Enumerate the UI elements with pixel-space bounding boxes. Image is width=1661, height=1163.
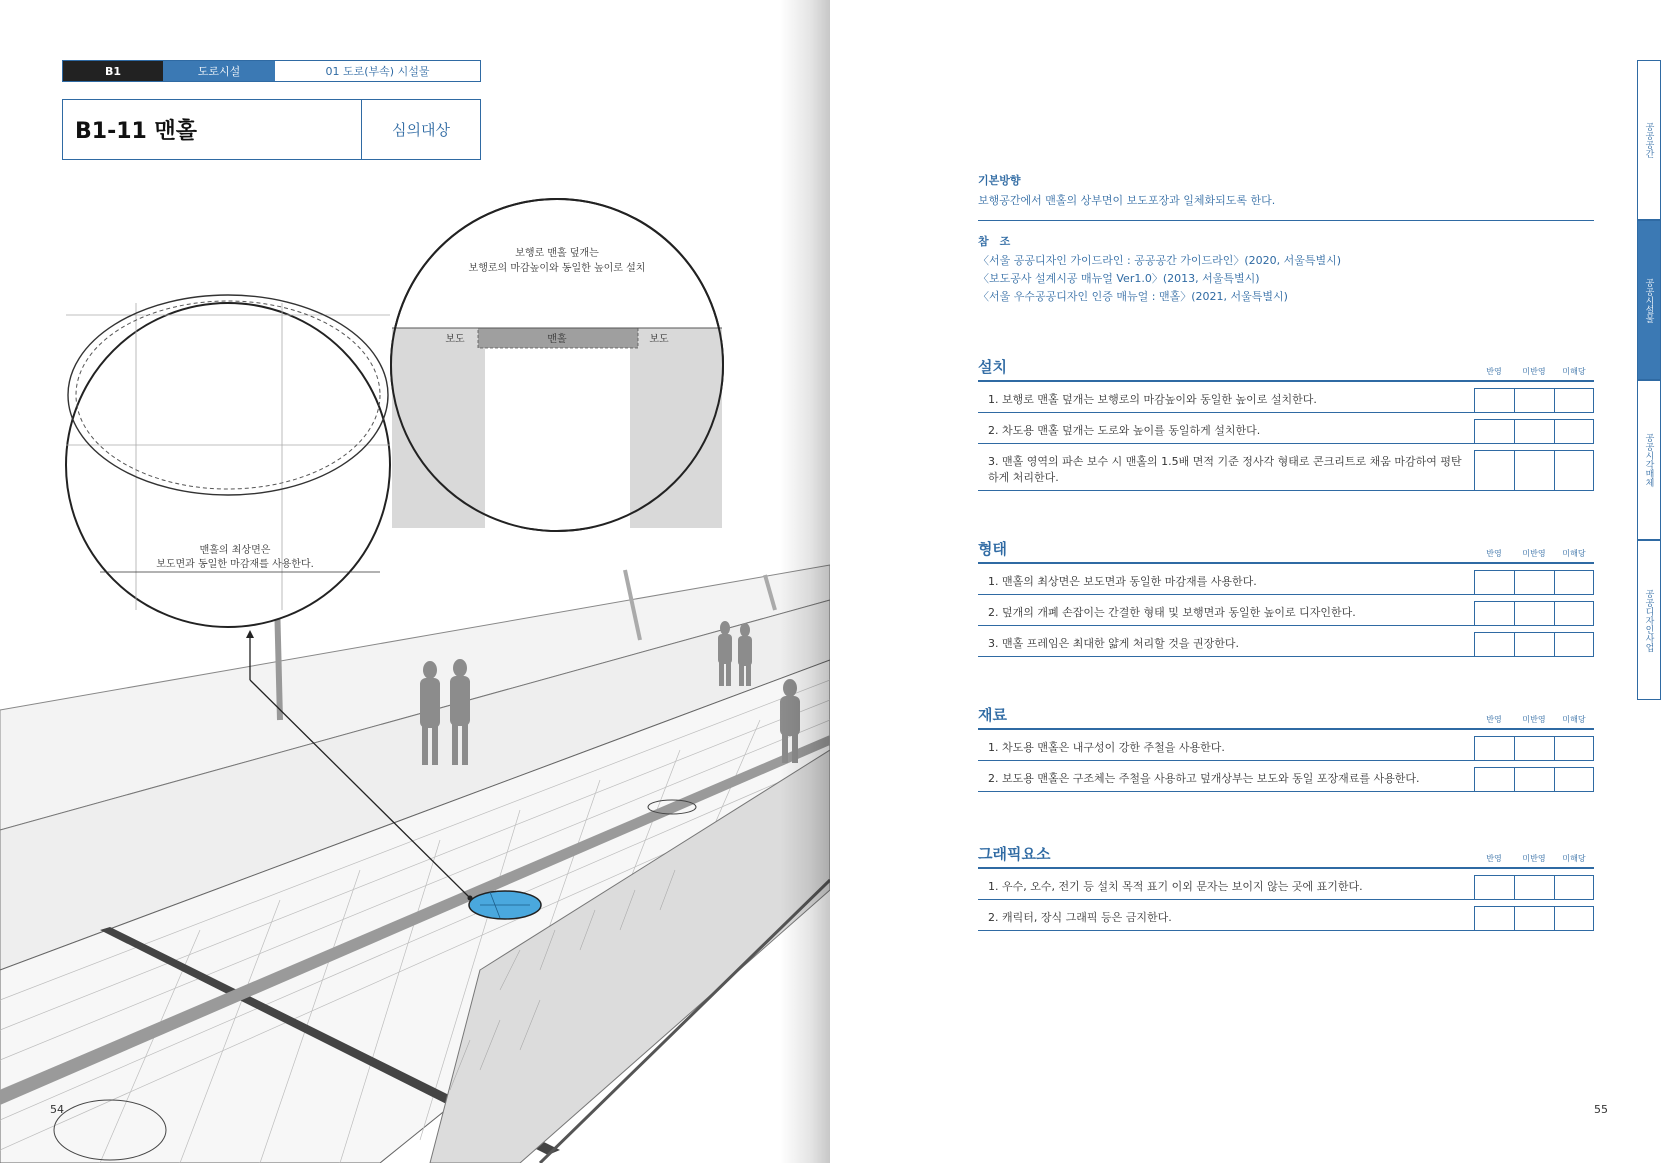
side-tab-label: 공공공간 — [1643, 122, 1654, 158]
checklist-row — [978, 419, 1594, 444]
checklist-item: 1. 보행로 맨홀 덮개는 보행로의 마감높이와 동일한 높이로 설치한다. — [988, 393, 1317, 406]
reference-item: 〈서울 우수공공디자인 인증 매뉴얼 : 맨홀〉(2021, 서울특별시) — [978, 290, 1288, 303]
checklist-item: 1. 차도용 맨홀은 내구성이 강한 주철을 사용한다. — [988, 741, 1225, 754]
manhole-illustration — [0, 190, 830, 1163]
side-tab-label: 공공시설물 — [1643, 277, 1654, 323]
checklist-item: 1. 우수, 오수, 전기 등 설치 목적 표기 이외 문자는 보이지 않는 곳에 표기한다. — [988, 880, 1363, 893]
section-label-right: 보도 — [649, 334, 669, 345]
section-title: 설치 — [978, 358, 1007, 376]
col-label-applied: 반영 — [1486, 715, 1502, 724]
checklist-item: 2. 차도용 맨홀 덮개는 도로와 높이를 동일하게 설치한다. — [988, 424, 1261, 437]
section-label-left: 보도 — [445, 334, 465, 345]
reference-item: 〈보도공사 설계시공 매뉴얼 Ver1.0〉(2013, 서울특별시) — [978, 272, 1260, 285]
right-page — [830, 0, 1661, 1163]
col-label-not-applicable: 미해당 — [1562, 367, 1586, 376]
section-material — [978, 704, 1594, 792]
col-label-not-applied: 미반영 — [1522, 549, 1546, 558]
page-title: B1-11 맨홀 — [75, 119, 197, 144]
checkbox-not-applicable[interactable] — [1554, 570, 1594, 594]
column-labels — [1474, 714, 1594, 725]
checkbox-applied[interactable] — [1474, 450, 1514, 490]
checkbox-not-applicable[interactable] — [1554, 875, 1594, 899]
checklist-item: 2. 덮개의 개폐 손잡이는 간결한 형태 및 보행면과 동일한 높이로 디자인한다. — [988, 606, 1356, 619]
checkbox-not-applied[interactable] — [1514, 906, 1554, 930]
checklist-item: 3. 맨홀 프레임은 최대한 얇게 처리할 것을 권장한다. — [988, 637, 1239, 650]
basic-direction-text: 보행공간에서 맨홀의 상부면이 보도포장과 일체화되도록 한다. — [978, 194, 1276, 207]
checklist-item: 1. 맨홀의 최상면은 보도면과 동일한 마감재를 사용한다. — [988, 575, 1257, 588]
checkbox-applied[interactable] — [1474, 875, 1514, 899]
section-form — [978, 538, 1594, 657]
checkbox-applied[interactable] — [1474, 736, 1514, 760]
checkbox-not-applied[interactable] — [1514, 388, 1554, 412]
section-title: 그래픽요소 — [978, 845, 1051, 863]
col-label-applied: 반영 — [1486, 854, 1502, 863]
checkbox-not-applied[interactable] — [1514, 875, 1554, 899]
tag-category: 도로시설 — [163, 61, 275, 81]
reference-label: 참 조 — [978, 235, 1011, 248]
checkbox-applied[interactable] — [1474, 906, 1514, 930]
checklist-row — [978, 906, 1594, 931]
section-tag-bar — [62, 60, 481, 82]
column-labels — [1474, 548, 1594, 559]
checklist-item: 2. 보도용 맨홀은 구조체는 주철을 사용하고 덮개상부는 보도와 동일 포장재료를 사용한다. — [988, 772, 1420, 785]
col-label-not-applied: 미반영 — [1522, 367, 1546, 376]
page-number-right: 55 — [1594, 1103, 1608, 1116]
checkbox-not-applicable[interactable] — [1554, 632, 1594, 656]
col-label-not-applicable: 미해당 — [1562, 715, 1586, 724]
title-box — [62, 99, 481, 160]
callout-top-line1: 보행로 맨홀 덮개는 — [515, 248, 599, 259]
checklist-row — [978, 601, 1594, 626]
column-labels — [1474, 853, 1594, 864]
checkbox-applied[interactable] — [1474, 419, 1514, 443]
checklist-row — [978, 736, 1594, 761]
page-number-left: 54 — [50, 1103, 64, 1116]
tag-code: B1 — [63, 61, 163, 81]
basic-direction-label: 기본방향 — [978, 174, 1021, 187]
checkbox-not-applied[interactable] — [1514, 767, 1554, 791]
checklist-item: 2. 캐릭터, 장식 그래픽 등은 금지한다. — [988, 911, 1172, 924]
checkbox-not-applicable[interactable] — [1554, 601, 1594, 625]
checklist-row — [978, 875, 1594, 900]
checkbox-applied[interactable] — [1474, 601, 1514, 625]
review-label: 심의대상 — [361, 100, 480, 159]
checkbox-not-applied[interactable] — [1514, 570, 1554, 594]
checkbox-not-applicable[interactable] — [1554, 736, 1594, 760]
checkbox-not-applicable[interactable] — [1554, 388, 1594, 412]
section-title: 형태 — [978, 540, 1007, 558]
reference-item: 〈서울 공공디자인 가이드라인 : 공공공간 가이드라인〉(2020, 서울특별시) — [978, 254, 1342, 267]
col-label-not-applicable: 미해당 — [1562, 854, 1586, 863]
callout-bottom-line2: 보도면과 동일한 마감재를 사용한다. — [156, 559, 314, 570]
col-label-applied: 반영 — [1486, 549, 1502, 558]
checkbox-not-applied[interactable] — [1514, 450, 1554, 490]
checkbox-applied[interactable] — [1474, 570, 1514, 594]
checkbox-applied[interactable] — [1474, 767, 1514, 791]
checklist-row — [978, 767, 1594, 792]
checkbox-not-applied[interactable] — [1514, 736, 1554, 760]
divider — [978, 220, 1594, 221]
checkbox-applied[interactable] — [1474, 632, 1514, 656]
checkbox-not-applied[interactable] — [1514, 632, 1554, 656]
checklist-row — [978, 450, 1594, 491]
intro-block — [978, 172, 1594, 306]
checklist-row — [978, 632, 1594, 657]
column-labels — [1474, 366, 1594, 377]
checklist-item: 3. 맨홀 영역의 파손 보수 시 맨홀의 1.5배 면적 기준 정사각 형태로 콘크리트로 채움 마감하여 평탄하게 처리한다. — [988, 455, 1462, 484]
callout-bottom-line1: 맨홀의 최상면은 — [199, 545, 271, 556]
col-label-not-applicable: 미해당 — [1562, 549, 1586, 558]
checkbox-not-applied[interactable] — [1514, 419, 1554, 443]
checkbox-not-applied[interactable] — [1514, 601, 1554, 625]
col-label-applied: 반영 — [1486, 367, 1502, 376]
side-tab-public-space[interactable] — [1637, 60, 1661, 220]
checkbox-not-applicable[interactable] — [1554, 906, 1594, 930]
checklist-row — [978, 388, 1594, 413]
tag-subcategory: 01 도로(부속) 시설물 — [325, 65, 430, 78]
section-title: 재료 — [978, 706, 1007, 724]
side-tab-public-design-project[interactable] — [1637, 540, 1661, 700]
chapter-side-tabs — [1637, 60, 1661, 700]
checkbox-not-applicable[interactable] — [1554, 419, 1594, 443]
section-installation — [978, 356, 1594, 491]
checkbox-not-applicable[interactable] — [1554, 450, 1594, 490]
side-tab-public-facilities[interactable] — [1637, 220, 1661, 380]
checkbox-applied[interactable] — [1474, 388, 1514, 412]
left-page — [0, 0, 830, 1163]
reference-list — [978, 252, 1594, 306]
col-label-not-applied: 미반영 — [1522, 854, 1546, 863]
callout-top-line2: 보행로의 마감높이와 동일한 높이로 설치 — [468, 263, 646, 274]
side-tab-label: 공공시각매체 — [1643, 433, 1654, 487]
side-tab-public-visual-media[interactable] — [1637, 380, 1661, 540]
section-graphic-elements — [978, 843, 1594, 931]
checklist-row — [978, 570, 1594, 595]
side-tab-label: 공공디자인사업 — [1643, 588, 1654, 652]
section-label-mid: 맨홀 — [547, 334, 567, 345]
col-label-not-applied: 미반영 — [1522, 715, 1546, 724]
checkbox-not-applicable[interactable] — [1554, 767, 1594, 791]
